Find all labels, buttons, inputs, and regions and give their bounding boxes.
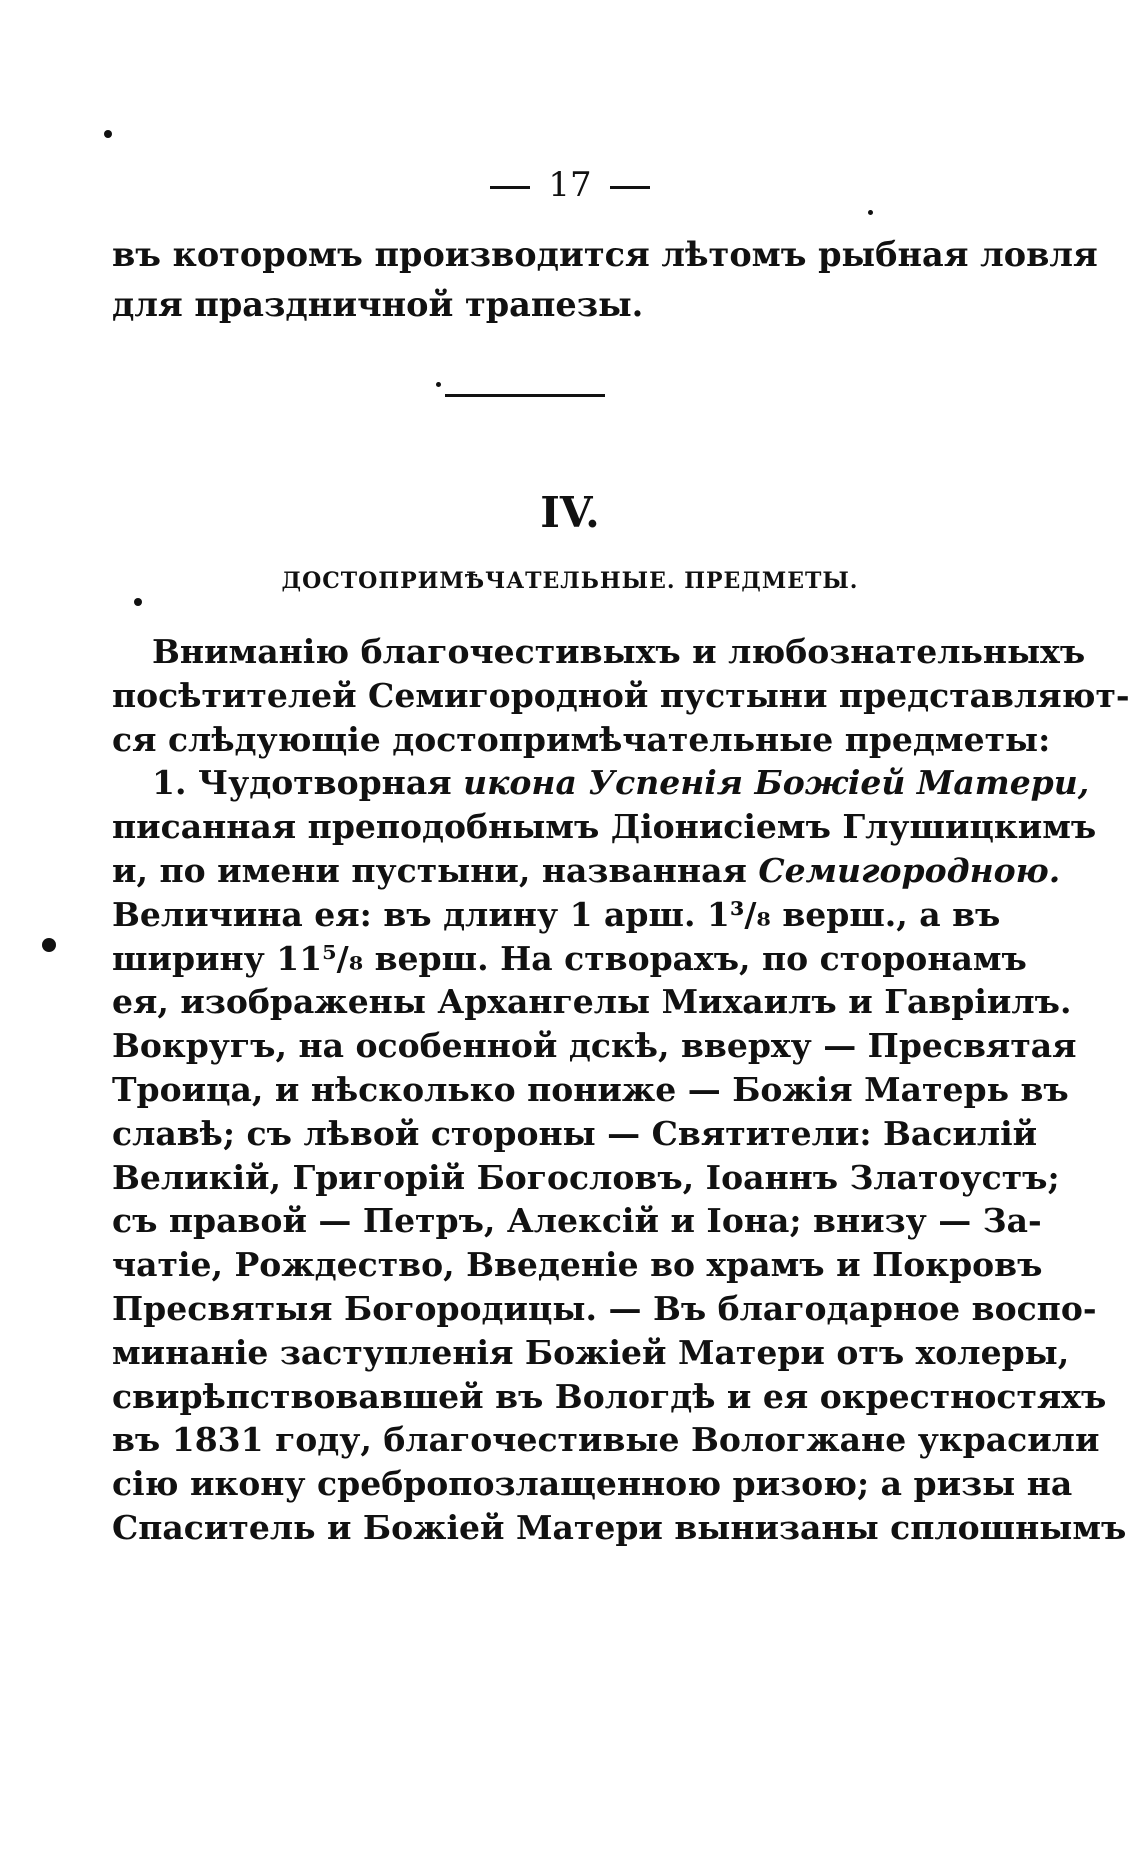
item-line: съ правой — Петръ, Алексій и Іона; внизу — За- (112, 1201, 1042, 1241)
item-text: и, по имени пустыни, названная (112, 850, 759, 890)
italic-icon-title: икона Успенія Божіей Матери, (463, 763, 1090, 803)
paragraph-line: Вниманію благочестивыхъ и любознательныхъ (152, 632, 1086, 671)
item-line: чатіе, Рождество, Введеніе во храмъ и Покровъ (112, 1245, 1043, 1285)
paragraph-line: посѣтителей Семигородной пустыни представляют- (112, 675, 1130, 715)
item-line: Троица, и нѣсколько пониже — Божія Матерь въ (112, 1069, 1069, 1109)
continuation-line-2: для праздничной трапезы. (112, 285, 644, 324)
section-title: ДОСТОПРИМѢЧАТЕЛЬНЫЕ. ПРЕДМЕТЫ. (281, 568, 859, 594)
item-line: ея, изображены Архангелы Михаилъ и Гавріилъ. (112, 982, 1072, 1022)
italic-name: Семигородною. (758, 850, 1061, 890)
print-speck (42, 938, 56, 952)
print-speck (436, 382, 441, 387)
continuation-line-1: въ которомъ производится лѣтомъ рыбная ловля (112, 235, 1098, 274)
item-line: минаніе заступленія Божіей Матери отъ холеры, (112, 1332, 1070, 1372)
page-number (0, 165, 1140, 205)
page-number-text: 17 (548, 165, 592, 205)
item-number-text: 1. Чудотворная (152, 763, 464, 803)
item-line (112, 849, 1061, 893)
item-line: свирѣпствовавшей въ Вологдѣ и ея окрестностяхъ (112, 1376, 1107, 1416)
item-line: писанная преподобнымъ Діонисіемъ Глушицкимъ (112, 807, 1097, 847)
folio-dash-right (610, 186, 650, 189)
item-line: Великій, Григорій Богословъ, Іоаннъ Златоустъ; (112, 1157, 1060, 1197)
item-line: Величина ея: въ длину 1 арш. 1³/₈ верш., а въ (112, 894, 1001, 934)
print-speck (104, 130, 112, 138)
section-divider (445, 394, 605, 397)
item-line: ширину 11⁵/₈ верш. На створахъ, по сторонамъ (112, 938, 1027, 978)
paragraph-line: ся слѣдующіе достопримѣчательные предметы: (112, 719, 1051, 759)
item-line: сію икону сребропозлащенною ризою; а ризы на (112, 1464, 1073, 1504)
item-line: славѣ; съ лѣвой стороны — Святители: Василій (112, 1113, 1038, 1153)
body-text (112, 630, 1130, 1550)
item-line: Вокругъ, на особенной дскѣ, вверху — Пресвятая (112, 1026, 1077, 1066)
item-line: Спаситель и Божіей Матери вынизаны сплошнымъ (112, 1507, 1127, 1547)
item-line: въ 1831 году, благочестивые Вологжане украсили (112, 1420, 1100, 1460)
item-line: Пресвятыя Богородицы. — Въ благодарное воспо- (112, 1288, 1097, 1328)
item-line (112, 761, 1090, 805)
print-speck (868, 210, 873, 215)
print-speck (134, 598, 142, 606)
section-number: IV. (540, 488, 600, 537)
folio-dash-left (490, 186, 530, 189)
